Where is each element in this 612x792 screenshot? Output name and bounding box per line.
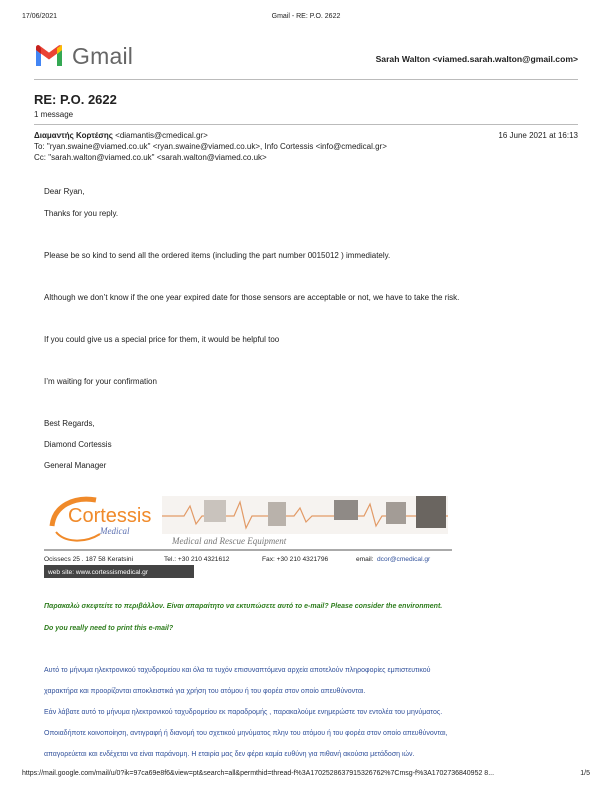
disclaimer-line: Αυτό το μήνυμα ηλεκτρονικού ταχυδρομείου και όλα τα τυχόν επισυναπτόμενα αρχεία αποτελούν πληροφορίες εμπιστευτικού [44,667,431,674]
equipment-collage [162,496,448,534]
company-email: dcor@cmedical.gr [377,556,431,563]
environment-notice: Do you really need to print this e-mail? [44,625,174,632]
brand-name: Cortessis [68,505,152,527]
message-from-row [34,131,578,140]
message-to-row: To: "ryan.swaine@viamed.co.uk" <ryan.swaine@viamed.co.uk>, Info Cortessis <info@cmedical.gr> [34,142,387,151]
page-number: 1/5 [580,770,590,777]
thread-subject: RE: P.O. 2622 [34,92,117,107]
print-title: Gmail - RE: P.O. 2622 [271,13,341,20]
body-line: Diamond Cortessis [44,440,112,449]
cortessis-signature-banner [44,490,452,580]
disclaimer-line: Εάν λάβατε αυτό το μήνυμα ηλεκτρονικού ταχυδρομείου εκ παραδρομής , παρακαλούμε ενημερώστε τον εντολέα του μηνύματος. [44,709,443,716]
gmail-header [34,42,578,74]
print-url: https://mail.google.com/mail/u/0?ik=97ca69e8f6&view=pt&search=all&permthid=thread-f%3A1702528637915326762%7Cmsg-f%3A1702736840952 8... [22,770,495,777]
message-cc-row: Cc: "sarah.walton@viamed.co.uk" <sarah.walton@viamed.co.uk> [34,153,267,162]
company-email-label: email: [356,556,374,563]
gmail-logo-icon [34,44,64,68]
company-tel: Tel.: +30 210 4321612 [164,556,230,563]
divider [34,79,578,80]
message-count: 1 message [34,110,74,119]
body-line: If you could give us a special price for them, it would be helpful too [44,335,280,344]
disclaimer-line: απαγορεύεται και ενδέχεται να είναι παράνομη. Η εταιρία μας δεν φέρει καμία ευθύνη για πιθανή ακούσια μετάδοση ιών. [44,751,415,758]
body-line: Thanks for you reply. [44,209,119,218]
brand-sub: Medical [100,526,130,536]
body-line: Please be so kind to send all the ordered items (including the part number 0015012 ) immediately. [44,251,391,260]
gmail-wordmark: Gmail [72,43,134,69]
body-line: Although we don’t know if the one year expired date for those sensors are acceptable or not, we have to take the risk. [44,293,460,302]
company-address: Ocissecs 25 . 187 58 Keratsini [44,556,134,563]
environment-notice: Παρακαλώ σκεφτείτε το περιβάλλον. Είναι απαραίτητο να εκτυπώσετε αυτό το e-mail? Please consider the environment. [44,603,443,610]
divider [34,124,578,125]
body-line: General Manager [44,461,107,470]
print-date: 17/06/2021 [22,13,58,20]
sender-name: Διαμαντής Κορτέσης [34,131,113,140]
company-fax: Fax: +30 210 4321796 [262,556,329,563]
body-line: Dear Ryan, [44,187,85,196]
disclaimer-line: χαρακτήρα και προορίζονται αποκλειστικά για χρήση του ατόμου ή του φορέα στον οποίο απευθύνονται. [44,688,366,695]
account-identity: Sarah Walton <viamed.sarah.walton@gmail.com> [375,54,578,64]
sent-timestamp: 16 June 2021 at 16:13 [498,131,578,140]
body-line: I’m waiting for your confirmation [44,377,157,386]
disclaimer-line: Οποιαδήποτε κοινοποίηση, αντιγραφή ή διανομή του σχετικού μηνύματος πλην του ατόμου ή του φορέα στον οποίο απευθύνονται, [44,730,448,737]
sender-email: <diamantis@cmedical.gr> [115,131,208,140]
body-line: Best Regards, [44,419,95,428]
company-website: web site: www.cortessismedical.gr [48,569,149,576]
brand-tagline: Medical and Rescue Equipment [172,536,287,546]
